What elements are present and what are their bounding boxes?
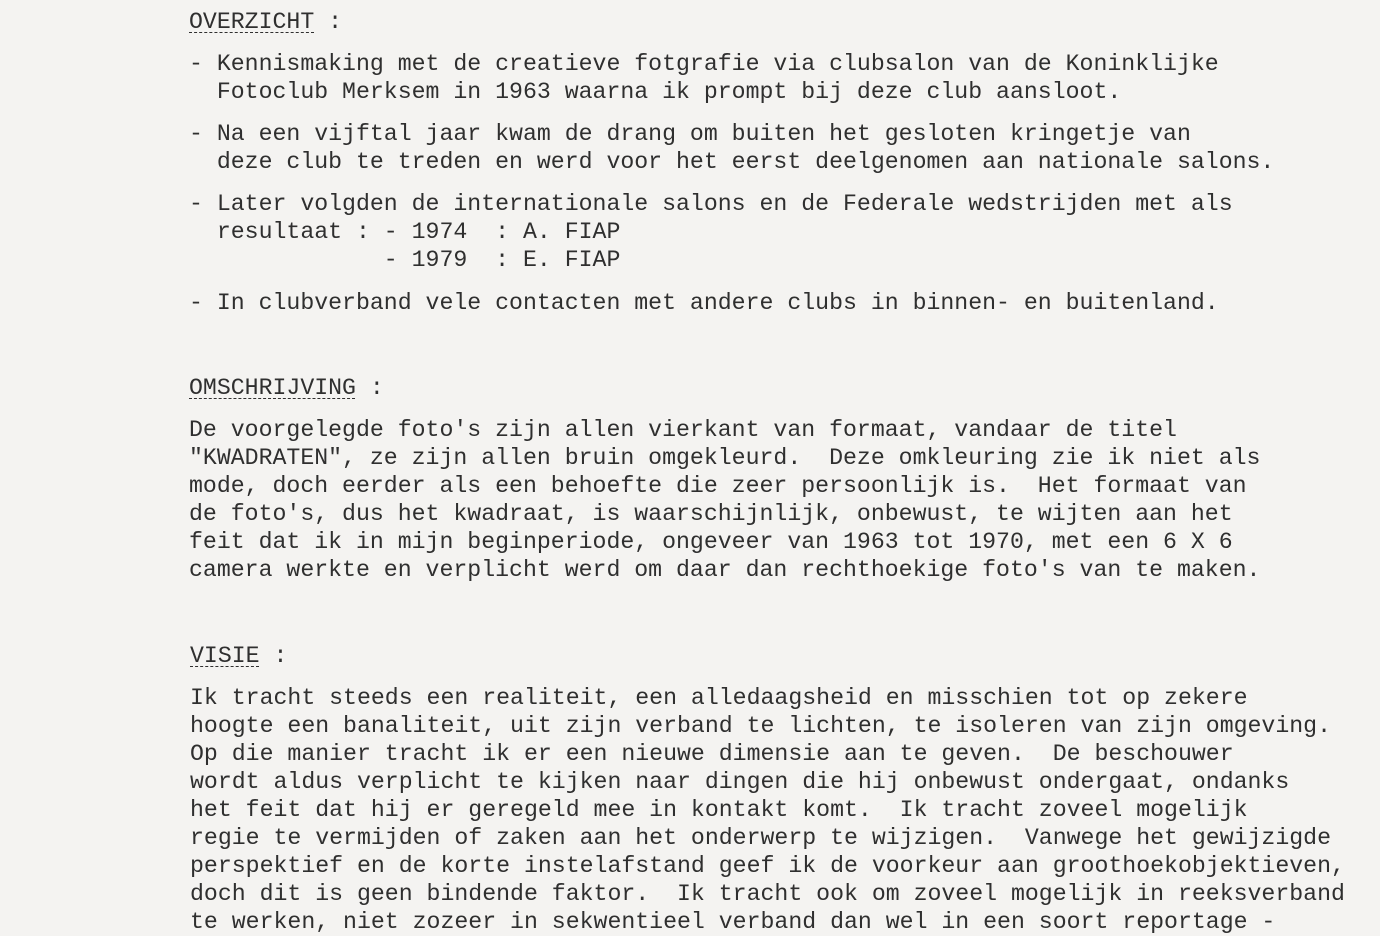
omschrijving-line-4: de foto's, dus het kwadraat, is waarschijnlijk, onbewust, te wijten aan het [189,501,1233,527]
omschrijving-line-3: mode, doch eerder als een behoefte die zeer persoonlijk is. Het formaat van [189,473,1247,499]
overzicht-item-3-line-1: - Later volgden de internationale salons en de Federale wedstrijden met als [189,191,1233,217]
heading-overzicht [189,8,342,36]
heading-overzicht-colon: : [314,9,343,35]
omschrijving-line-6: camera werkte en verplicht werd om daar dan rechthoekige foto's van te maken. [189,557,1261,583]
visie-line-1: Ik tracht steeds een realiteit, een alledaagsheid en misschien tot op zekere [190,685,1248,711]
overzicht-item-4-line-1: - In clubverband vele contacten met andere clubs in binnen- en buitenland. [189,290,1219,316]
visie-line-8: doch dit is geen bindende faktor. Ik tracht ook om zoveel mogelijk in reeksverband [190,881,1345,907]
omschrijving-line-2: "KWADRATEN", ze zijn allen bruin omgekleurd. Deze omkleuring zie ik niet als [189,445,1261,471]
overzicht-item-2-line-1: - Na een vijftal jaar kwam de drang om buiten het gesloten kringetje van [189,121,1191,147]
omschrijving-line-1: De voorgelegde foto's zijn allen vierkant van formaat, vandaar de titel [189,417,1177,443]
visie-line-3: Op die manier tracht ik er een nieuwe dimensie aan te geven. De beschouwer [190,741,1234,767]
omschrijving-line-5: feit dat ik in mijn beginperiode, ongeveer van 1963 tot 1970, met een 6 X 6 [189,529,1233,555]
visie-line-4: wordt aldus verplicht te kijken naar dingen die hij onbewust ondergaat, ondanks [190,769,1290,795]
visie-line-6: regie te vermijden of zaken aan het onderwerp te wijzigen. Vanwege het gewijzigde [190,825,1332,851]
overzicht-item-1-line-1: - Kennismaking met de creatieve fotgrafie via clubsalon van de Koninklijke [189,51,1219,77]
overzicht-item-1-line-2: Fotoclub Merksem in 1963 waarna ik prompt bij deze club aansloot. [189,79,1122,105]
visie-line-2: hoogte een banaliteit, uit zijn verband te lichten, te isoleren van zijn omgeving. [190,713,1332,739]
heading-visie-colon: : [259,643,288,669]
visie-line-5: het feit dat hij er geregeld mee in kontakt komt. Ik tracht zoveel mogelijk [190,797,1248,823]
overzicht-item-2-line-2: deze club te treden en werd voor het eerst deelgenomen aan nationale salons. [189,149,1275,175]
heading-omschrijving-colon: : [355,375,384,401]
heading-visie [190,642,287,670]
heading-omschrijving-text: OMSCHRIJVING [189,375,356,401]
overzicht-item-3-line-3: - 1979 : E. FIAP [189,247,621,273]
visie-line-9: te werken, niet zozeer in sekwentieel verband dan wel in een soort reportage - [190,909,1276,935]
overzicht-item-3-line-2: resultaat : - 1974 : A. FIAP [189,219,621,245]
visie-line-7: perspektief en de korte instelafstand geef ik de voorkeur aan groothoekobjektieven, [190,853,1345,879]
heading-visie-text: VISIE [190,643,260,669]
heading-omschrijving [189,374,384,402]
heading-overzicht-text: OVERZICHT [189,9,315,35]
